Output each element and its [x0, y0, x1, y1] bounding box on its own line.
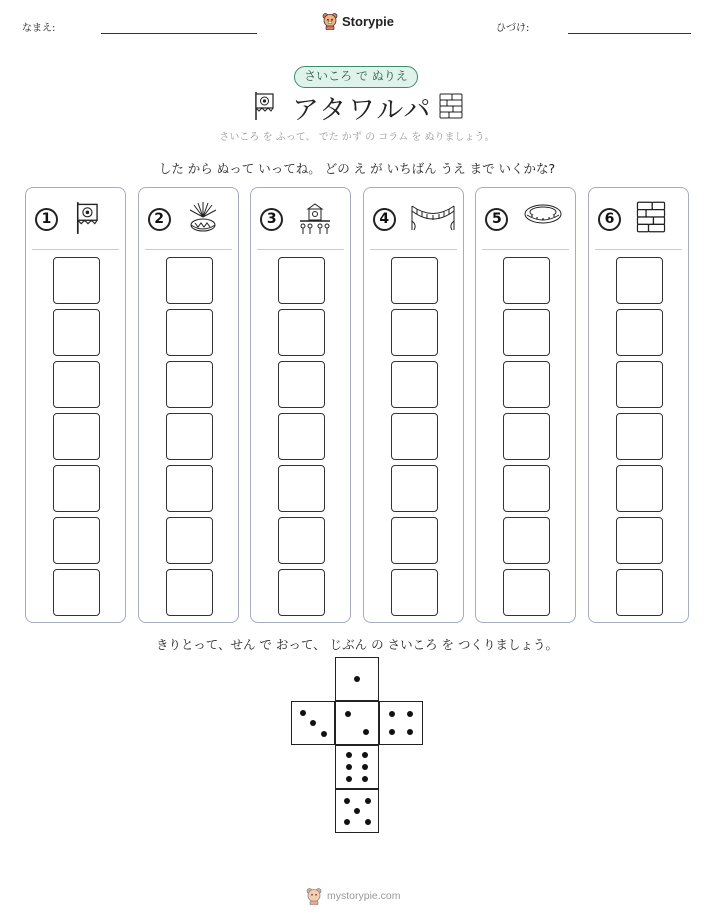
- dice-pip: [362, 764, 368, 770]
- brand-name: Storypie: [342, 13, 395, 29]
- color-cell[interactable]: [53, 413, 100, 460]
- rope-bridge-icon: [411, 201, 455, 235]
- color-cell[interactable]: [278, 257, 325, 304]
- dice-pip: [354, 676, 360, 682]
- color-cell[interactable]: [616, 361, 663, 408]
- dice-pip: [407, 711, 413, 717]
- color-cell[interactable]: [278, 361, 325, 408]
- dice-pip: [344, 798, 350, 804]
- banner-icon: [73, 201, 103, 239]
- dice-pip: [362, 752, 368, 758]
- dice-face-5: [335, 789, 379, 833]
- gold-bracelet-icon: [523, 201, 563, 231]
- storypie-mascot-icon: [306, 887, 322, 905]
- column-divider: [257, 249, 344, 250]
- color-cell[interactable]: [53, 309, 100, 356]
- color-cell[interactable]: [53, 569, 100, 616]
- banner-icon: [254, 91, 276, 121]
- dice-pip: [389, 711, 395, 717]
- dice-pip: [346, 752, 352, 758]
- color-cell[interactable]: [391, 309, 438, 356]
- feather-crown-icon: [186, 201, 220, 239]
- dice-face-1: [335, 657, 379, 701]
- name-label: なまえ:: [22, 23, 56, 34]
- page-title: アタワルパ: [292, 95, 433, 126]
- color-cell[interactable]: [166, 257, 213, 304]
- column-number: 6: [598, 208, 621, 231]
- column-number: 5: [485, 208, 508, 231]
- column-divider: [32, 249, 119, 250]
- column-divider: [595, 249, 682, 250]
- column-number: 2: [148, 208, 171, 231]
- color-cell[interactable]: [391, 413, 438, 460]
- column-number: 1: [35, 208, 58, 231]
- litter-icon: [298, 201, 332, 239]
- dice-pip: [365, 798, 371, 804]
- coloring-instruction: した から ぬって いってね。 どの え が いちばん うえ まで いくかな?: [158, 161, 556, 176]
- column-divider: [370, 249, 457, 250]
- dice-face-6: [335, 745, 379, 789]
- dice-pip: [346, 764, 352, 770]
- column-5: [475, 187, 576, 623]
- column-2: [138, 187, 239, 623]
- color-cell[interactable]: [503, 257, 550, 304]
- color-cell[interactable]: [616, 257, 663, 304]
- column-1: [25, 187, 126, 623]
- color-cell[interactable]: [391, 465, 438, 512]
- color-cell[interactable]: [391, 517, 438, 564]
- footer-site[interactable]: mystorypie.com: [327, 890, 401, 902]
- column-4: [363, 187, 464, 623]
- color-cell[interactable]: [616, 569, 663, 616]
- color-cell[interactable]: [278, 517, 325, 564]
- cut-instruction: きりとって、せん で おって、 じぶん の さいころ を つくりましょう。: [155, 637, 559, 652]
- brand-logo: [322, 12, 394, 30]
- dice-pip: [310, 720, 316, 726]
- column-number: 3: [260, 208, 283, 231]
- color-cell[interactable]: [278, 465, 325, 512]
- dice-pip: [365, 819, 371, 825]
- color-cell[interactable]: [278, 569, 325, 616]
- column-3: [250, 187, 351, 623]
- color-cell[interactable]: [166, 413, 213, 460]
- color-cell[interactable]: [616, 309, 663, 356]
- name-line[interactable]: [101, 33, 257, 34]
- dice-pip: [363, 729, 369, 735]
- color-cell[interactable]: [166, 361, 213, 408]
- color-cell[interactable]: [53, 257, 100, 304]
- color-cell[interactable]: [166, 309, 213, 356]
- dice-face-4: [379, 701, 423, 745]
- activity-tag: さいころ で ぬりえ: [294, 66, 418, 88]
- color-cell[interactable]: [166, 569, 213, 616]
- date-line[interactable]: [568, 33, 691, 34]
- dice-pip: [389, 729, 395, 735]
- column-divider: [482, 249, 569, 250]
- color-cell[interactable]: [53, 361, 100, 408]
- stone-wall-icon: [439, 93, 463, 119]
- dice-pip: [300, 710, 306, 716]
- color-cell[interactable]: [503, 465, 550, 512]
- color-cell[interactable]: [391, 569, 438, 616]
- dice-pip: [321, 731, 327, 737]
- color-cell[interactable]: [503, 569, 550, 616]
- color-cell[interactable]: [616, 413, 663, 460]
- color-cell[interactable]: [503, 517, 550, 564]
- color-cell[interactable]: [53, 517, 100, 564]
- color-cell[interactable]: [616, 465, 663, 512]
- color-cell[interactable]: [166, 517, 213, 564]
- dice-face-3: [291, 701, 335, 745]
- color-cell[interactable]: [278, 413, 325, 460]
- date-label: ひづけ:: [496, 23, 530, 34]
- subtitle: さいころ を ふって、 でた かず の コラム を ぬりましょう。: [219, 132, 495, 143]
- stone-wall-icon: [636, 201, 666, 237]
- column-number: 4: [373, 208, 396, 231]
- color-cell[interactable]: [391, 361, 438, 408]
- dice-pip: [407, 729, 413, 735]
- dice-pip: [362, 776, 368, 782]
- color-cell[interactable]: [166, 465, 213, 512]
- dice-face-2: [335, 701, 379, 745]
- color-cell[interactable]: [391, 257, 438, 304]
- footer: [306, 887, 401, 905]
- dice-pip: [354, 808, 360, 814]
- dice-pip: [346, 776, 352, 782]
- dice-pip: [344, 819, 350, 825]
- color-cell[interactable]: [616, 517, 663, 564]
- column-6: [588, 187, 689, 623]
- color-cell[interactable]: [53, 465, 100, 512]
- color-cell[interactable]: [503, 309, 550, 356]
- dice-pip: [345, 711, 351, 717]
- color-cell[interactable]: [503, 361, 550, 408]
- column-divider: [145, 249, 232, 250]
- color-cell[interactable]: [278, 309, 325, 356]
- storypie-mascot-icon: [322, 12, 338, 30]
- color-cell[interactable]: [503, 413, 550, 460]
